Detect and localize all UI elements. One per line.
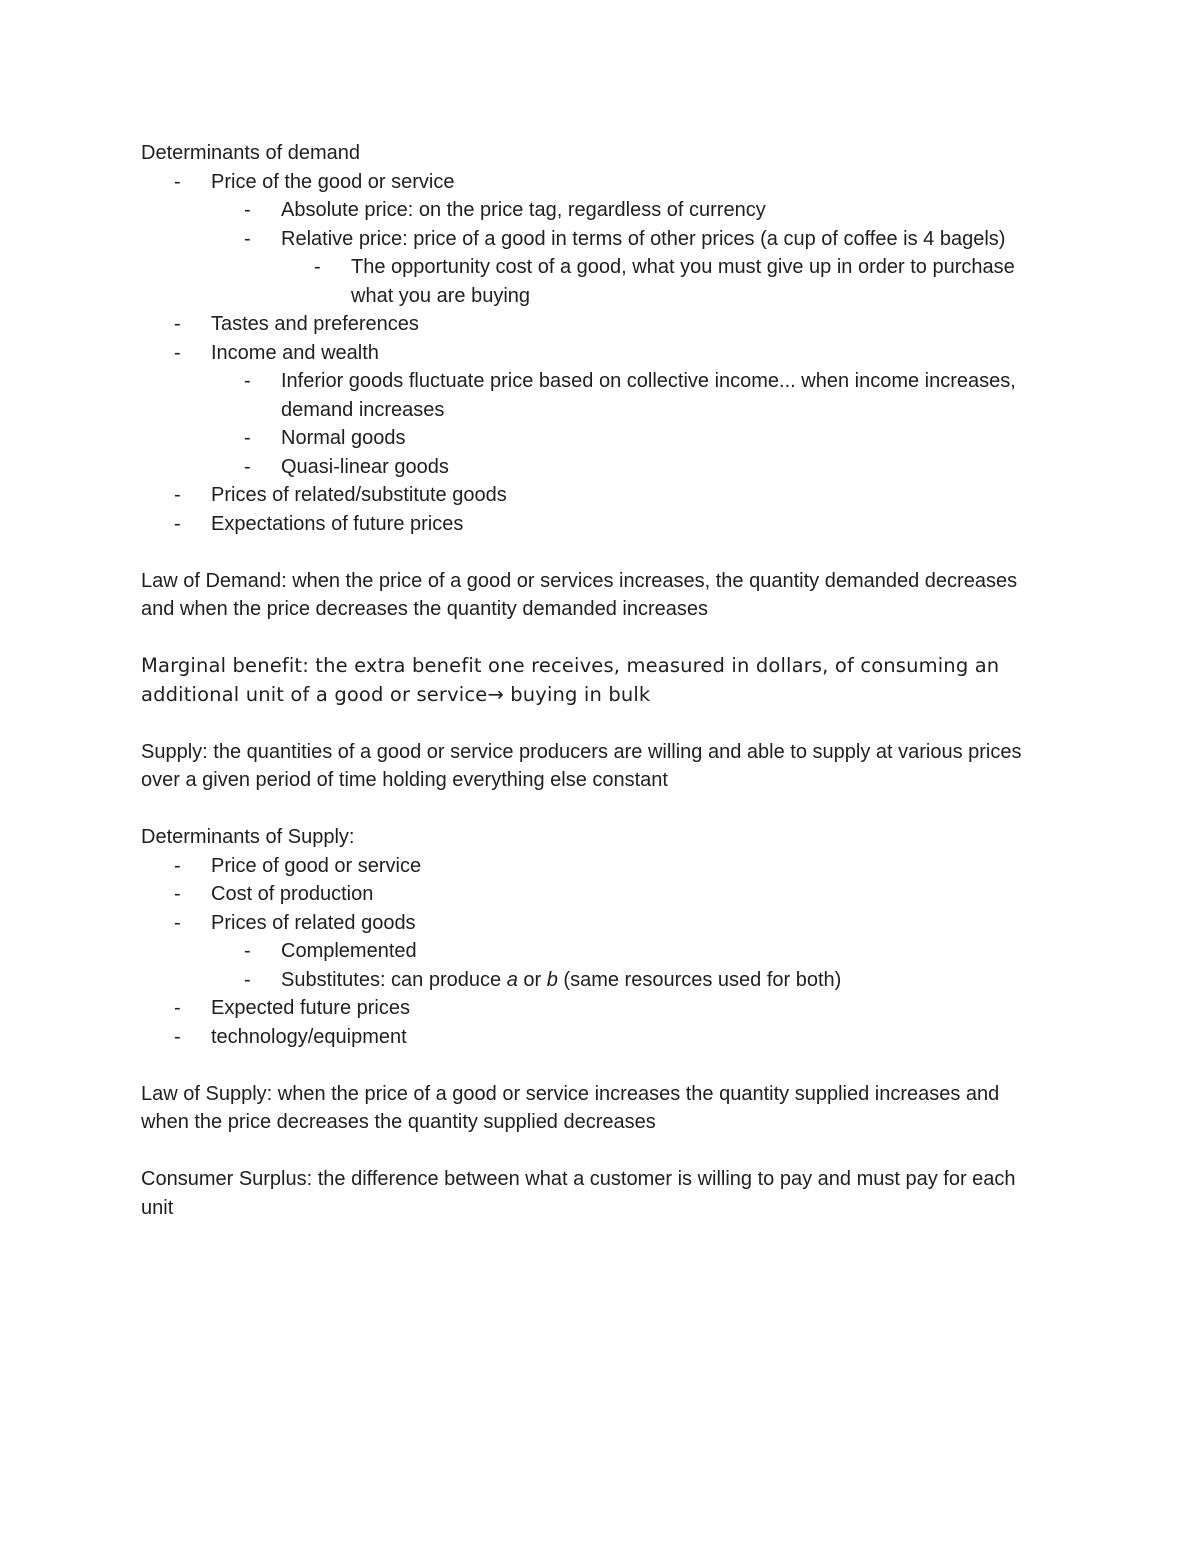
list-item-text: Normal goods [281, 427, 406, 449]
paragraph-spacer [141, 709, 1051, 738]
list-item-text: The opportunity cost of a good, what you must give up in order to purchase what you are buying [351, 256, 1015, 307]
list-item-text: Price of good or service [211, 854, 422, 877]
demand-determinants-heading: Determinants of demand [141, 142, 361, 164]
bullet-dash: - [244, 199, 251, 221]
paragraph-spacer [141, 1137, 1051, 1166]
list-item-text [281, 969, 841, 991]
list-item [211, 225, 1051, 311]
bullet-dash: - [174, 1025, 181, 1048]
bullet-dash: - [174, 170, 181, 193]
supply-determinants-list [141, 852, 1051, 1052]
list-item [211, 196, 1051, 225]
paragraph-spacer [141, 795, 1051, 824]
list-item-text: Relative price: price of a good in terms of other prices (a cup of coffee is 4 bagels) [281, 227, 1006, 250]
list-item [141, 481, 1051, 510]
list-item [211, 367, 1051, 424]
bullet-dash: - [244, 940, 251, 962]
list-item-text: Absolute price: on the price tag, regardless of currency [281, 199, 766, 221]
list-item-text: Price of the good or service [211, 170, 455, 193]
consumer-surplus-paragraph: Consumer Surplus: the difference between what a customer is willing to pay and must pay for each unit [141, 1168, 1016, 1219]
list-item-text: Prices of related goods [211, 911, 416, 934]
marginal-benefit-paragraph: Marginal benefit: the extra benefit one receives, measured in dollars, of consuming an additional unit of a good or service→ buying in bulk [141, 654, 1000, 706]
paragraph-spacer [141, 1051, 1051, 1080]
list-item [141, 994, 1051, 1023]
list-item-text: Income and wealth [211, 341, 379, 364]
bullet-dash: - [314, 256, 321, 278]
list-item-text: Tastes and preferences [211, 313, 419, 335]
bullet-dash: - [174, 883, 181, 905]
sub-list [211, 196, 1051, 310]
list-item [281, 253, 1051, 310]
law-of-demand-paragraph: Law of Demand: when the price of a good or services increases, the quantity demanded decreases and when the price decreases the quantity demanded increases [141, 569, 1018, 620]
list-item-text: Quasi-linear goods [281, 455, 449, 478]
list-item [211, 453, 1051, 482]
supply-paragraph: Supply: the quantities of a good or service producers are willing and able to supply at various prices over a given period of time holding everything else constant [141, 740, 1022, 791]
bullet-dash: - [174, 512, 181, 535]
sub-sub-list [281, 253, 1051, 310]
bullet-dash: - [244, 455, 251, 478]
list-item-text: Expectations of future prices [211, 512, 464, 535]
italic-variable-a: a [506, 968, 518, 991]
list-item-text: Inferior goods fluctuate price based on collective income... when income increases, demand increases [281, 370, 1016, 421]
bullet-dash: - [244, 968, 251, 991]
list-item [211, 424, 1051, 453]
bullet-dash: - [174, 313, 181, 335]
list-item-text: Cost of production [211, 883, 374, 905]
text-segment: Substitutes: can produce [281, 968, 507, 991]
bullet-dash: - [174, 341, 181, 364]
document-page [141, 139, 1051, 1222]
list-item [141, 852, 1051, 881]
paragraph-spacer [141, 624, 1051, 653]
list-item-text: technology/equipment [211, 1025, 407, 1048]
bullet-dash: - [174, 997, 181, 1019]
law-of-supply-paragraph: Law of Supply: when the price of a good or service increases the quantity supplied increases and when the price decreases the quantity supplied decreases [141, 1082, 1000, 1133]
text-segment: or [517, 968, 547, 991]
sub-list [211, 367, 1051, 481]
bullet-dash: - [174, 911, 181, 934]
bullet-dash: - [174, 854, 181, 877]
list-item-text: Expected future prices [211, 997, 410, 1019]
list-item-text: Prices of related/substitute goods [211, 484, 507, 506]
bullet-dash: - [174, 484, 181, 506]
bullet-dash: - [244, 370, 251, 392]
list-item [141, 168, 1051, 311]
list-item [141, 909, 1051, 995]
paragraph-spacer [141, 538, 1051, 567]
bullet-dash: - [244, 427, 251, 449]
list-item [141, 310, 1051, 339]
text-segment: (same resources used for both) [557, 968, 842, 991]
list-item-text: Complemented [281, 940, 417, 962]
list-item [141, 510, 1051, 539]
demand-determinants-list [141, 168, 1051, 539]
list-item [141, 1023, 1051, 1052]
supply-determinants-heading: Determinants of Supply: [141, 826, 355, 848]
list-item [141, 880, 1051, 909]
sub-list [211, 937, 1051, 994]
list-item [211, 966, 1051, 995]
list-item [211, 937, 1051, 966]
bullet-dash: - [244, 227, 251, 250]
list-item [141, 339, 1051, 482]
italic-variable-b: b [546, 968, 558, 991]
